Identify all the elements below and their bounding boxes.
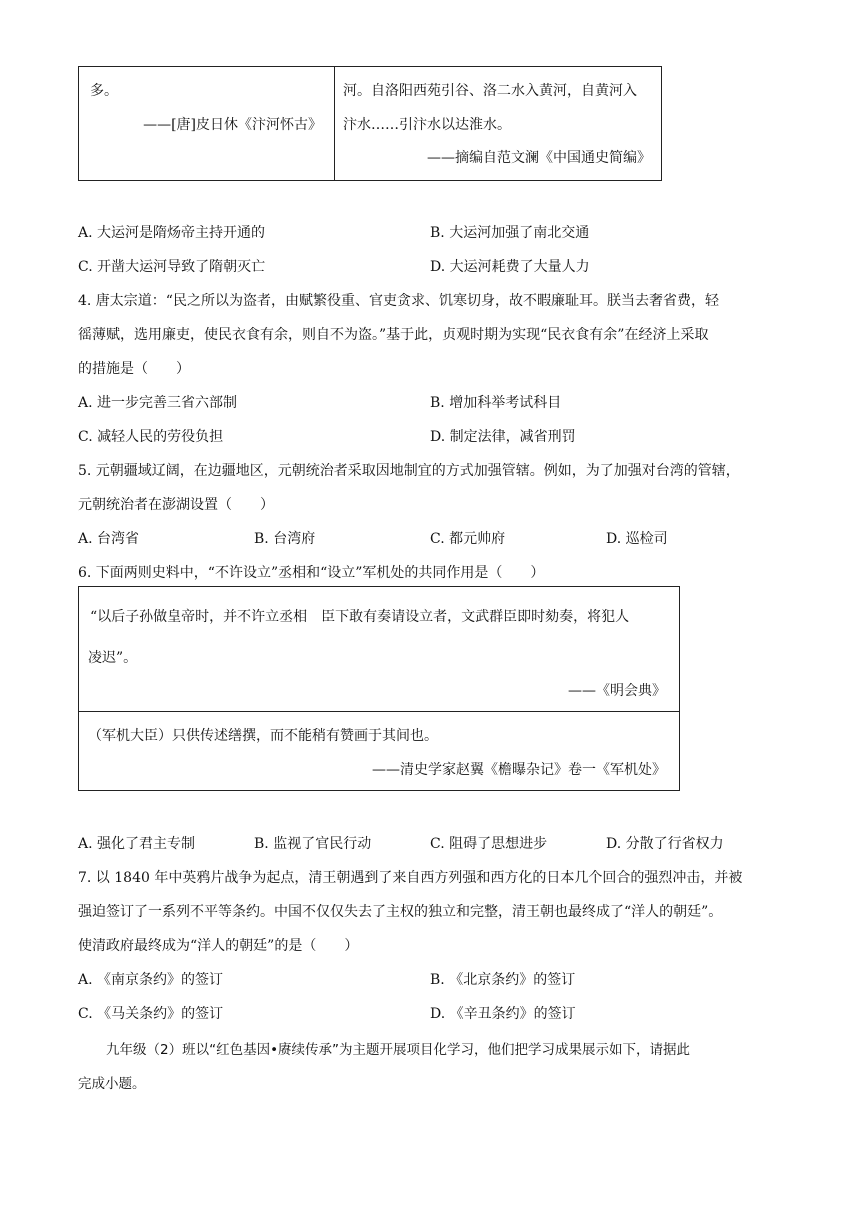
q4-stem-line3: 的措施是（ ） — [78, 361, 190, 377]
q6-source1-citation: ——《明会典》 — [568, 683, 666, 699]
q5-option-b: B. 台湾府 — [254, 531, 316, 547]
q6-source2-line1: （军机大臣）只供传述缮撰，而不能稍有赞画于其间也。 — [88, 728, 438, 744]
q6-source2-citation: ——清史学家赵翼《檐曝杂记》卷一《军机处》 — [372, 762, 666, 778]
q6-source1-line1: “以后子孙做皇帝时，并不许立丞相 臣下敢有奏请设立者，文武群臣即时劾奏，将犯人 — [90, 609, 630, 625]
section-intro-line2: 完成小题。 — [78, 1076, 146, 1092]
q5-option-d: D. 巡检司 — [606, 531, 668, 547]
q4-option-c: C. 减轻人民的劳役负担 — [78, 429, 224, 445]
q5-option-a: A. 台湾省 — [78, 531, 140, 547]
source-table-2-divider — [78, 711, 680, 712]
table1-right-line1: 河。自洛阳西苑引谷、洛二水入黄河，自黄河入 — [343, 83, 637, 99]
q6-stem: 6. 下面两则史料中，“不许设立”丞相和“设立”军机处的共同作用是（ ） — [78, 565, 545, 581]
q3-option-c: C. 开凿大运河导致了隋朝灭亡 — [78, 259, 266, 275]
q7-option-c: C. 《马关条约》的签订 — [78, 1006, 224, 1022]
q3-option-b: B. 大运河加强了南北交通 — [430, 225, 590, 241]
q3-option-d: D. 大运河耗费了大量人力 — [430, 259, 590, 275]
q7-option-b: B. 《北京条约》的签订 — [430, 972, 576, 988]
q6-option-c: C. 阻碍了思想进步 — [430, 836, 548, 852]
q6-source1-line2: 凌迟”。 — [88, 650, 138, 666]
q6-option-d: D. 分散了行省权力 — [606, 836, 724, 852]
section-intro-line1: 九年级（2）班以“红色基因•赓续传承”为主题开展项目化学习，他们把学习成果展示如下，请据此 — [106, 1042, 691, 1058]
q5-stem-line2: 元朝统治者在澎湖设置（ ） — [78, 497, 274, 513]
table1-right-citation: ——摘编自范文澜《中国通史简编》 — [427, 150, 651, 166]
q7-stem-line2: 强迫签订了一系列不平等条约。中国不仅仅失去了主权的独立和完整，清王朝也最终成了“洋人的朝廷”。 — [78, 904, 723, 920]
q3-option-a: A. 大运河是隋炀帝主持开通的 — [78, 225, 266, 241]
q4-option-d: D. 制定法律，减省刑罚 — [430, 429, 576, 445]
q4-stem-line2: 徭薄赋，选用廉吏，使民衣食有余，则自不为盗。”基于此，贞观时期为实现“民衣食有余”在经济上采取 — [78, 327, 709, 343]
q5-stem-line1: 5. 元朝疆域辽阔，在边疆地区，元朝统治者采取因地制宜的方式加强管辖。例如，为了加强对台湾的管辖， — [78, 463, 740, 479]
q7-option-a: A. 《南京条约》的签订 — [78, 972, 224, 988]
q6-option-b: B. 监视了官民行动 — [254, 836, 372, 852]
q4-stem-line1: 4. 唐太宗道：“民之所以为盗者，由赋繁役重、官吏贪求、饥寒切身，故不暇廉耻耳。朕当去奢省费，轻 — [78, 293, 719, 309]
q7-stem-line1: 7. 以 1840 年中英鸦片战争为起点，清王朝遇到了来自西方列强和西方化的日本几个回合的强烈冲击，并被 — [78, 870, 743, 886]
table1-left-citation: ——[唐]皮日休《汴河怀古》 — [143, 117, 322, 133]
source-table-1-divider — [334, 66, 335, 181]
q7-option-d: D. 《辛丑条约》的签订 — [430, 1006, 576, 1022]
q6-option-a: A. 强化了君主专制 — [78, 836, 196, 852]
q4-option-b: B. 增加科举考试科目 — [430, 395, 562, 411]
q4-option-a: A. 进一步完善三省六部制 — [78, 395, 238, 411]
table1-right-line2: 汴水……引汴水以达淮水。 — [343, 117, 511, 133]
q5-option-c: C. 都元帅府 — [430, 531, 506, 547]
table1-left-line1: 多。 — [90, 83, 118, 99]
q7-stem-line3: 使清政府最终成为“洋人的朝廷”的是（ ） — [78, 938, 359, 954]
